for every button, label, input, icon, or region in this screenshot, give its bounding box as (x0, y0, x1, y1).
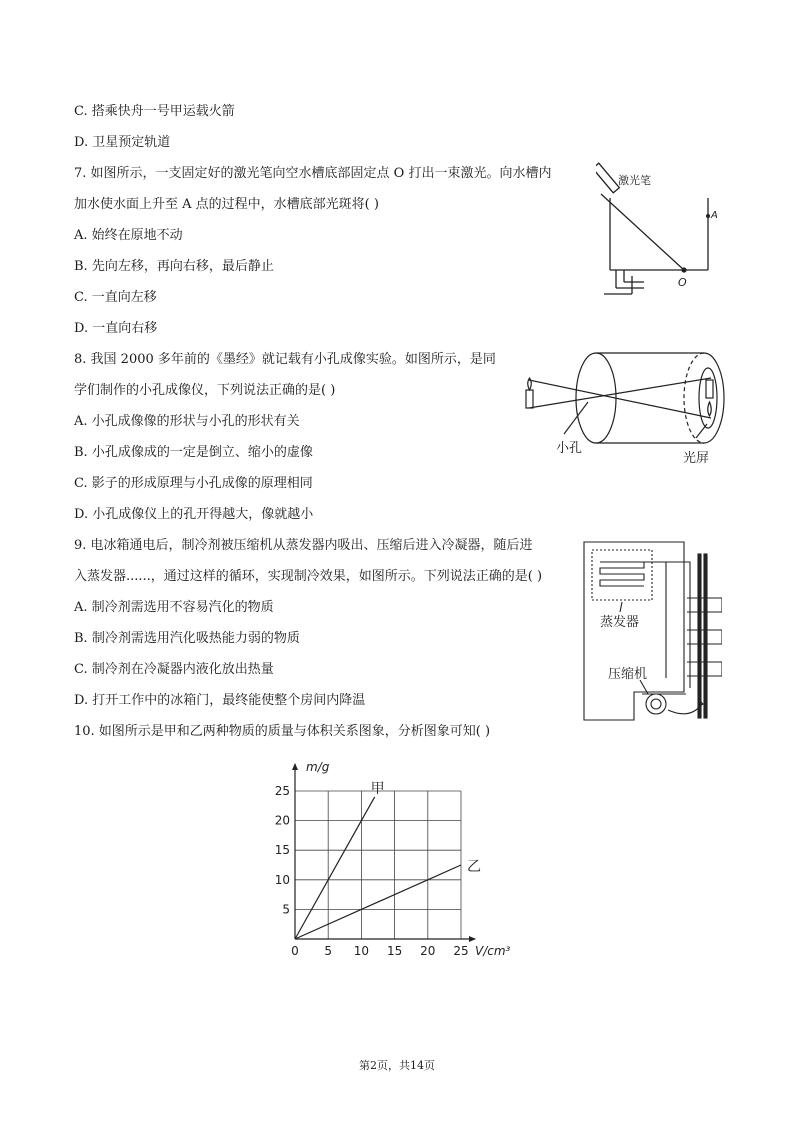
x-tick-label: 5 (324, 944, 333, 958)
question-8-option-d: D. 小孔成像仪上的孔开得越大，像就越小 (74, 507, 314, 522)
chart-series (295, 781, 481, 939)
figure-10-mass-volume-chart (270, 760, 530, 966)
question-9-option-b: B. 制冷剂需选用汽化吸热能力弱的物质 (74, 631, 300, 646)
point-o-label: O (678, 276, 687, 289)
question-9-option-a: A. 制冷剂需选用不容易汽化的物质 (74, 600, 274, 615)
x-tick-label: 25 (453, 944, 469, 958)
x-axis-arrow (469, 936, 476, 942)
series-label-jia: 甲 (370, 780, 385, 797)
question-8-stem-line1: 8. 我国 2000 多年前的《墨经》就记载有小孔成像实验。如图所示，是同 (74, 352, 496, 367)
figure-7-laser-tank (596, 162, 720, 302)
question-9-stem-line2: 入蒸发器......，通过这样的循环，实现制冷效果，如图所示。下列说法正确的是( ) (74, 569, 543, 584)
screen-label: 光屏 (683, 451, 710, 466)
laser-pen-label: 激光笔 (618, 174, 651, 187)
series-line-jia (295, 797, 375, 939)
y-tick-label: 15 (274, 843, 290, 858)
y-axis-label: m/g (306, 760, 330, 774)
question-9-option-d: D. 打开工作中的冰箱门，最终能使整个房间内降温 (74, 693, 366, 708)
question-7-stem-line1: 7. 如图所示，一支固定好的激光笔向空水槽底部固定点 O 打出一束激光。向水槽内 (74, 166, 552, 181)
y-tick-label: 20 (274, 813, 290, 828)
chart-grid (295, 791, 461, 939)
question-7-option-d: D. 一直向右移 (74, 321, 158, 336)
question-8-option-b: B. 小孔成像成的一定是倒立、缩小的虚像 (74, 445, 313, 460)
y-tick-label: 10 (274, 872, 290, 887)
question-7-option-a: A. 始终在原地不动 (74, 228, 183, 243)
compressor-label: 压缩机 (608, 667, 648, 682)
figure-9-refrigerator (582, 538, 722, 724)
question-8-option-c: C. 影子的形成原理与小孔成像的原理相同 (74, 476, 313, 491)
page-footer: 第2页，共14页 (359, 1059, 435, 1072)
pinhole-label: 小孔 (556, 441, 583, 456)
question-7-option-b: B. 先向左移，再向右移，最后静止 (74, 259, 274, 274)
question-8-stem-line2: 学们制作的小孔成像仪，下列说法正确的是( ) (74, 383, 336, 398)
y-tick-label: 25 (274, 784, 290, 798)
x-tick-label: 10 (353, 944, 370, 958)
y-axis-arrow (292, 763, 298, 770)
question-7-option-c: C. 一直向左移 (74, 290, 157, 305)
series-label-yi: 乙 (467, 859, 481, 875)
x-tick-label: 0 (291, 944, 299, 958)
y-tick-label: 5 (282, 902, 290, 917)
question-9-stem-line1: 9. 电冰箱通电后，制冷剂被压缩机从蒸发器内吸出、压缩后进入冷凝器，随后进 (74, 538, 533, 553)
series-line-yi (295, 865, 461, 939)
option-7-c-prev: C. 搭乘快舟一号甲运载火箭 (74, 104, 235, 119)
x-axis-label: V/cm³ (475, 944, 511, 958)
x-tick-label: 20 (420, 944, 436, 958)
point-a-label: A (711, 210, 718, 221)
question-7-stem-line2: 加水使水面上升至 A 点的过程中，水槽底部光斑将( ) (74, 197, 379, 212)
evaporator-label: 蒸发器 (600, 615, 640, 630)
question-9-option-c: C. 制冷剂在冷凝器内液化放出热量 (74, 662, 274, 677)
question-8-option-a: A. 小孔成像像的形状与小孔的形状有关 (74, 414, 300, 429)
question-10-stem: 10. 如图所示是甲和乙两种物质的质量与体积关系图象，分析图象可知( ) (74, 724, 491, 739)
figure-8-pinhole-camera (520, 350, 730, 470)
option-d-prev: D. 卫星预定轨道 (74, 135, 171, 150)
x-tick-label: 15 (386, 944, 403, 958)
chart-ticks (275, 784, 469, 958)
